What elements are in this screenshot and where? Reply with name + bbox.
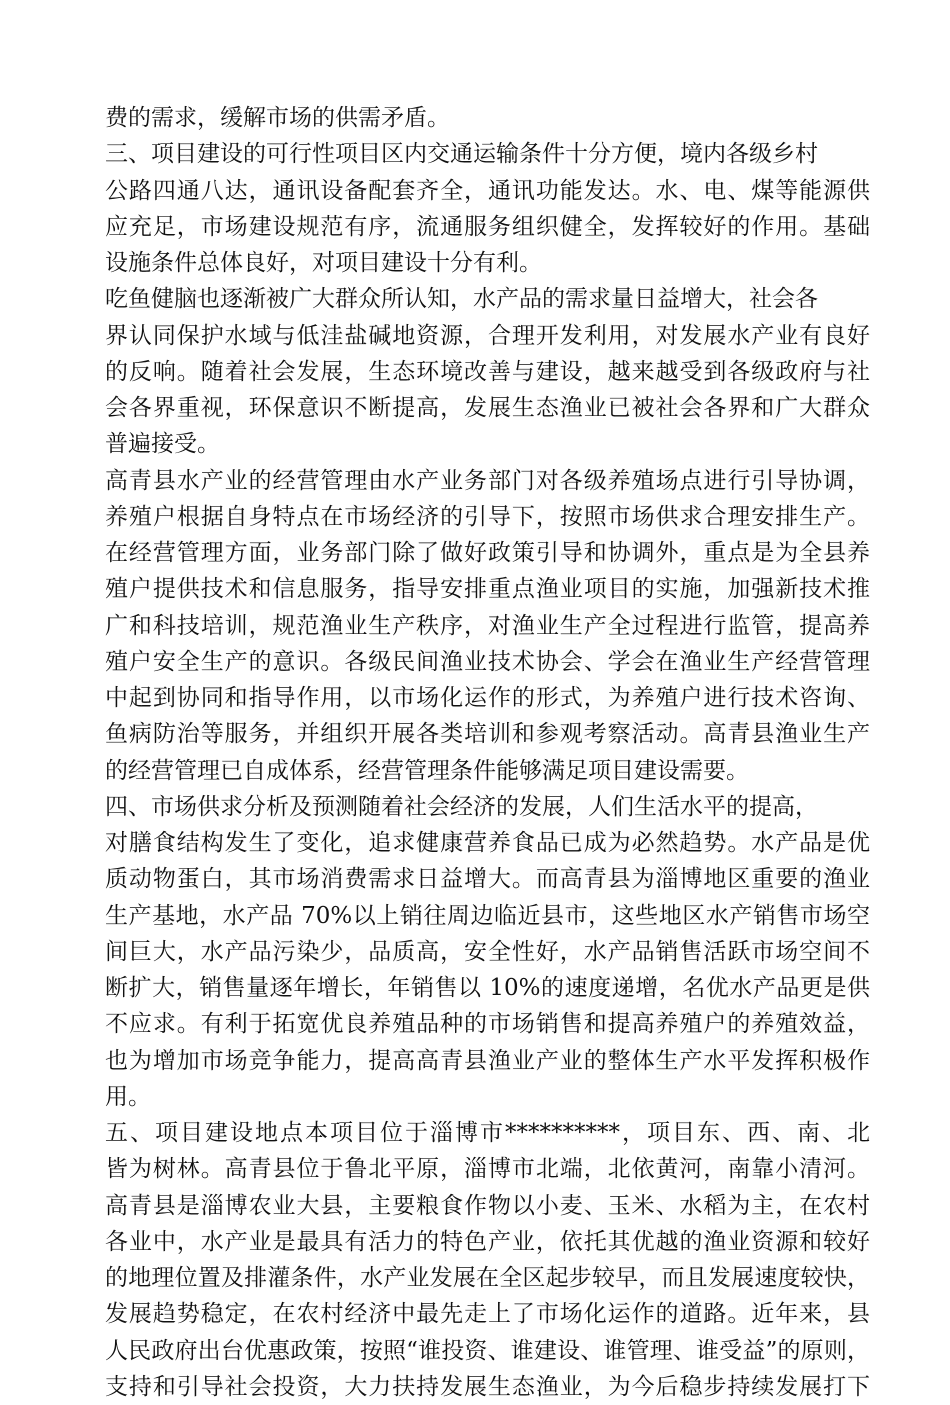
text-line: 养殖户根据自身特点在市场经济的引导下，按照市场供求合理安排生产。: [105, 503, 870, 530]
text-line: 也为增加市场竞争能力，提高高青县渔业产业的整体生产水平发挥积极作: [105, 1047, 870, 1074]
text-line: 界认同保护水域与低洼盐碱地资源，合理开发利用，对发展水产业有良好: [105, 322, 870, 349]
text-line: 会各界重视，环保意识不断提高，发展生态渔业已被社会各界和广大群众: [105, 395, 870, 421]
text-line: 广和科技培训，规范渔业生产秩序，对渔业生产全过程进行监管，提高养: [105, 612, 870, 639]
text-line: 殖户安全生产的意识。各级民间渔业技术协会、学会在渔业生产经营管理: [105, 648, 870, 675]
text-line: 的经营管理已自成体系，经营管理条件能够满足项目建设需要。: [105, 757, 749, 784]
text-line: 高青县水产业的经营管理由水产业务部门对各级养殖场点进行引导协调，: [105, 467, 870, 494]
text-line: 在经营管理方面，业务部门除了做好政策引导和协调外，重点是为全县养: [105, 540, 870, 566]
text-line: 的地理位置及排灌条件，水产业发展在全区起步较早，而且发展速度较快，: [105, 1265, 870, 1291]
text-line: 各业中，水产业是最具有活力的特色产业，依托其优越的渔业资源和较好: [105, 1228, 870, 1255]
text-line: 四、市场供求分析及预测随着社会经济的发展，人们生活水平的提高，: [105, 793, 818, 820]
text-line: 三、项目建设的可行性项目区内交通运输条件十分方便，境内各级乡村: [105, 141, 818, 168]
text-line: 皆为树林。高青县位于鲁北平原，淄博市北端，北依黄河，南靠小清河。: [105, 1156, 870, 1183]
text-line: 支持和引导社会投资，大力扶持发展生态渔业，为今后稳步持续发展打下: [105, 1373, 870, 1400]
text-line: 生产基地，水产品 70%以上销往周边临近县市，这些地区水产销售市场空: [105, 902, 870, 929]
body-text: [105, 100, 870, 1405]
text-line: 公路四通八达，通讯设备配套齐全，通讯功能发达。水、电、煤等能源供: [105, 177, 870, 204]
text-line: 五、项目建设地点本项目位于淄博市**********，项目东、西、南、北: [105, 1120, 870, 1146]
text-line: 人民政府出台优惠政策，按照“谁投资、谁建设、谁管理、谁受益”的原则，: [105, 1337, 870, 1364]
text-line: 应充足，市场建设规范有序，流通服务组织健全，发挥较好的作用。基础: [105, 213, 870, 240]
text-line: 鱼病防治等服务，并组织开展各类培训和参观考察活动。高青县渔业生产: [105, 721, 870, 748]
text-line: 间巨大，水产品污染少，品质高，安全性好，水产品销售活跃市场空间不: [105, 938, 870, 965]
text-line: 质动物蛋白，其市场消费需求日益增大。而高青县为淄博地区重要的渔业: [105, 866, 870, 893]
text-line: 发展趋势稳定，在农村经济中最先走上了市场化运作的道路。近年来，县: [105, 1301, 870, 1328]
text-line: 普遍接受。: [105, 431, 220, 458]
text-line: 对膳食结构发生了变化，追求健康营养食品已成为必然趋势。水产品是优: [105, 830, 870, 856]
text-line: 不应求。有利于拓宽优良养殖品种的市场销售和提高养殖户的养殖效益，: [105, 1011, 870, 1038]
text-line: 设施条件总体良好，对项目建设十分有利。: [105, 250, 542, 276]
text-line: 断扩大，销售量逐年增长，年销售以 10%的速度递增，名优水产品更是供: [105, 975, 870, 1001]
text-line: 高青县是淄博农业大县，主要粮食作物以小麦、玉米、水稻为主，在农村: [105, 1192, 870, 1219]
text-line: 中起到协同和指导作用，以市场化运作的形式，为养殖户进行技术咨询、: [105, 685, 870, 711]
text-line: 吃鱼健脑也逐渐被广大群众所认知，水产品的需求量日益增大，社会各: [105, 286, 818, 313]
text-line: 用。: [105, 1083, 151, 1110]
text-line: 费的需求，缓解市场的供需矛盾。: [105, 105, 450, 131]
text-line: 的反响。随着社会发展，生态环境改善与建设，越来越受到各级政府与社: [105, 358, 870, 385]
text-line: 殖户提供技术和信息服务，指导安排重点渔业项目的实施，加强新技术推: [105, 576, 870, 603]
